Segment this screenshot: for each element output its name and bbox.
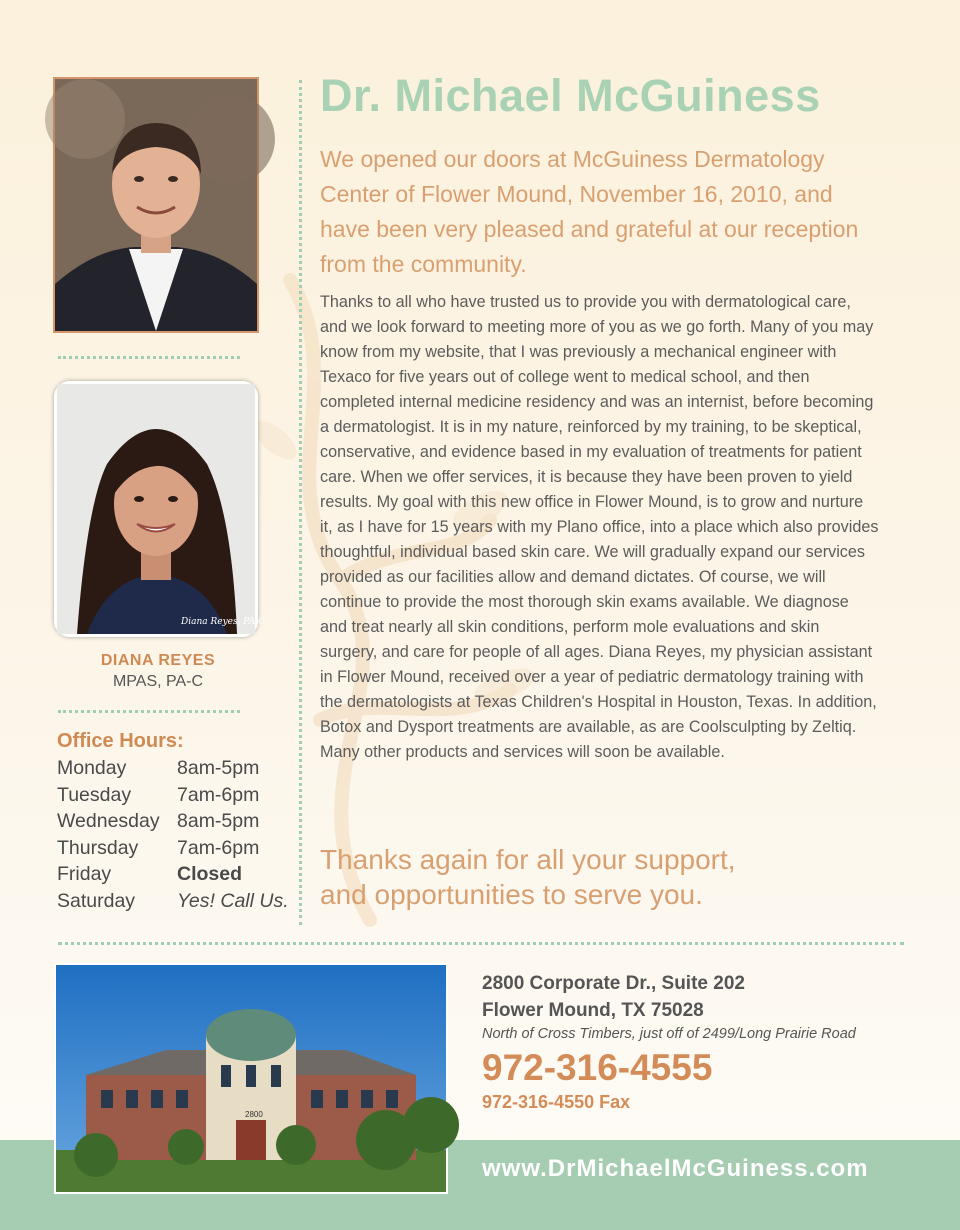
- hours-day: Wednesday: [57, 810, 160, 833]
- hours-time: 8am-5pm: [177, 757, 260, 779]
- assistant-name: DIANA REYES: [100, 652, 216, 669]
- photo-caption: Diana Reyes, PA-C: [181, 617, 265, 627]
- dotted-divider: [58, 710, 240, 713]
- closing-message: [320, 842, 880, 912]
- hours-day: Monday: [57, 757, 127, 779]
- hours-day: Friday: [57, 863, 112, 886]
- closing-line-1: Thanks again for all your support,: [320, 844, 736, 875]
- address-line-1: 2800 Corporate Dr., Suite 202: [482, 973, 745, 994]
- hours-day: Tuesday: [57, 783, 132, 806]
- office-hours-table: [57, 755, 289, 915]
- hours-row: [57, 888, 289, 915]
- footer-dotted-divider: [58, 942, 904, 945]
- hours-row: [57, 861, 289, 888]
- doctor-photo: [53, 77, 259, 333]
- letter-body: Thanks to all who have trusted us to provide you with dermatological care, and we look forward to meeting more of you as we go forth. Many of you may know from my website, that I was previously a mechanical engineer with Texaco for five years out of college went to medical school, and then completed internal medicine residency and was an internist, before becoming a dermatologist. It is in my nature, reinforced by my training, to be skeptical, conservative, and evidence based in my evaluation of treatments for patient care. When we offer services, it is because they have been proven to yield results. My goal with this new office in Flower Mound, is to grow and nurture it, as I have for 15 years with my Plano office, into a place which also provides thoughtful, individual based skin care. We will gradually expand our services provided as our facilities allow and demand dictates. Of course, we will continue to provide the most thorough skin exams available. We diagnose and treat nearly all skin conditions, perform mole evaluations and skin surgery, and care for people of all ages. Diana Reyes, my physician assistant in Flower Mound, received over a year of pediatric dermatology training with the dermatologists at Texas Children's Hospital in Houston, Texas. In addition, Botox and Dysport treatments are available, as are Coolsculpting by Zeltiq. Many other products and services will soon be available.: [320, 293, 879, 761]
- hours-day: Saturday: [57, 889, 136, 912]
- hours-time: Yes! Call Us.: [177, 889, 289, 912]
- hours-time: 8am-5pm: [177, 810, 260, 833]
- hours-time: 7am-6pm: [177, 836, 260, 859]
- hours-row: [57, 782, 289, 809]
- building-number: 2800: [245, 1110, 263, 1119]
- page-title: Dr. Michael McGuiness: [320, 70, 821, 121]
- closing-line-2: and opportunities to serve you.: [320, 879, 703, 910]
- website-link[interactable]: www.DrMichaelMcGuiness.com: [482, 1155, 869, 1182]
- hours-row: [57, 835, 289, 862]
- assistant-credentials: MPAS, PA-C: [112, 673, 204, 690]
- hours-row: [57, 755, 289, 782]
- building-photo: [54, 963, 448, 1194]
- vertical-dotted-divider: [299, 80, 302, 925]
- phone-number[interactable]: 972-316-4555: [482, 1047, 713, 1088]
- fax-number: 972-316-4550 Fax: [482, 1092, 631, 1112]
- hours-time: 7am-6pm: [177, 783, 260, 806]
- intro-paragraph: We opened our doors at McGuiness Dermatology Center of Flower Mound, November 16, 2010, and have been very pleased and grateful at our reception from the community.: [320, 146, 859, 277]
- hours-day: Thursday: [57, 836, 139, 859]
- office-hours-title: Office Hours:: [57, 730, 184, 752]
- hours-time: Closed: [177, 863, 243, 886]
- hours-row: [57, 808, 289, 835]
- address-line-2: Flower Mound, TX 75028: [482, 1000, 704, 1021]
- assistant-photo: [54, 381, 265, 637]
- dotted-divider: [58, 356, 240, 359]
- directions-note: North of Cross Timbers, just off of 2499/Long Prairie Road: [482, 1026, 856, 1042]
